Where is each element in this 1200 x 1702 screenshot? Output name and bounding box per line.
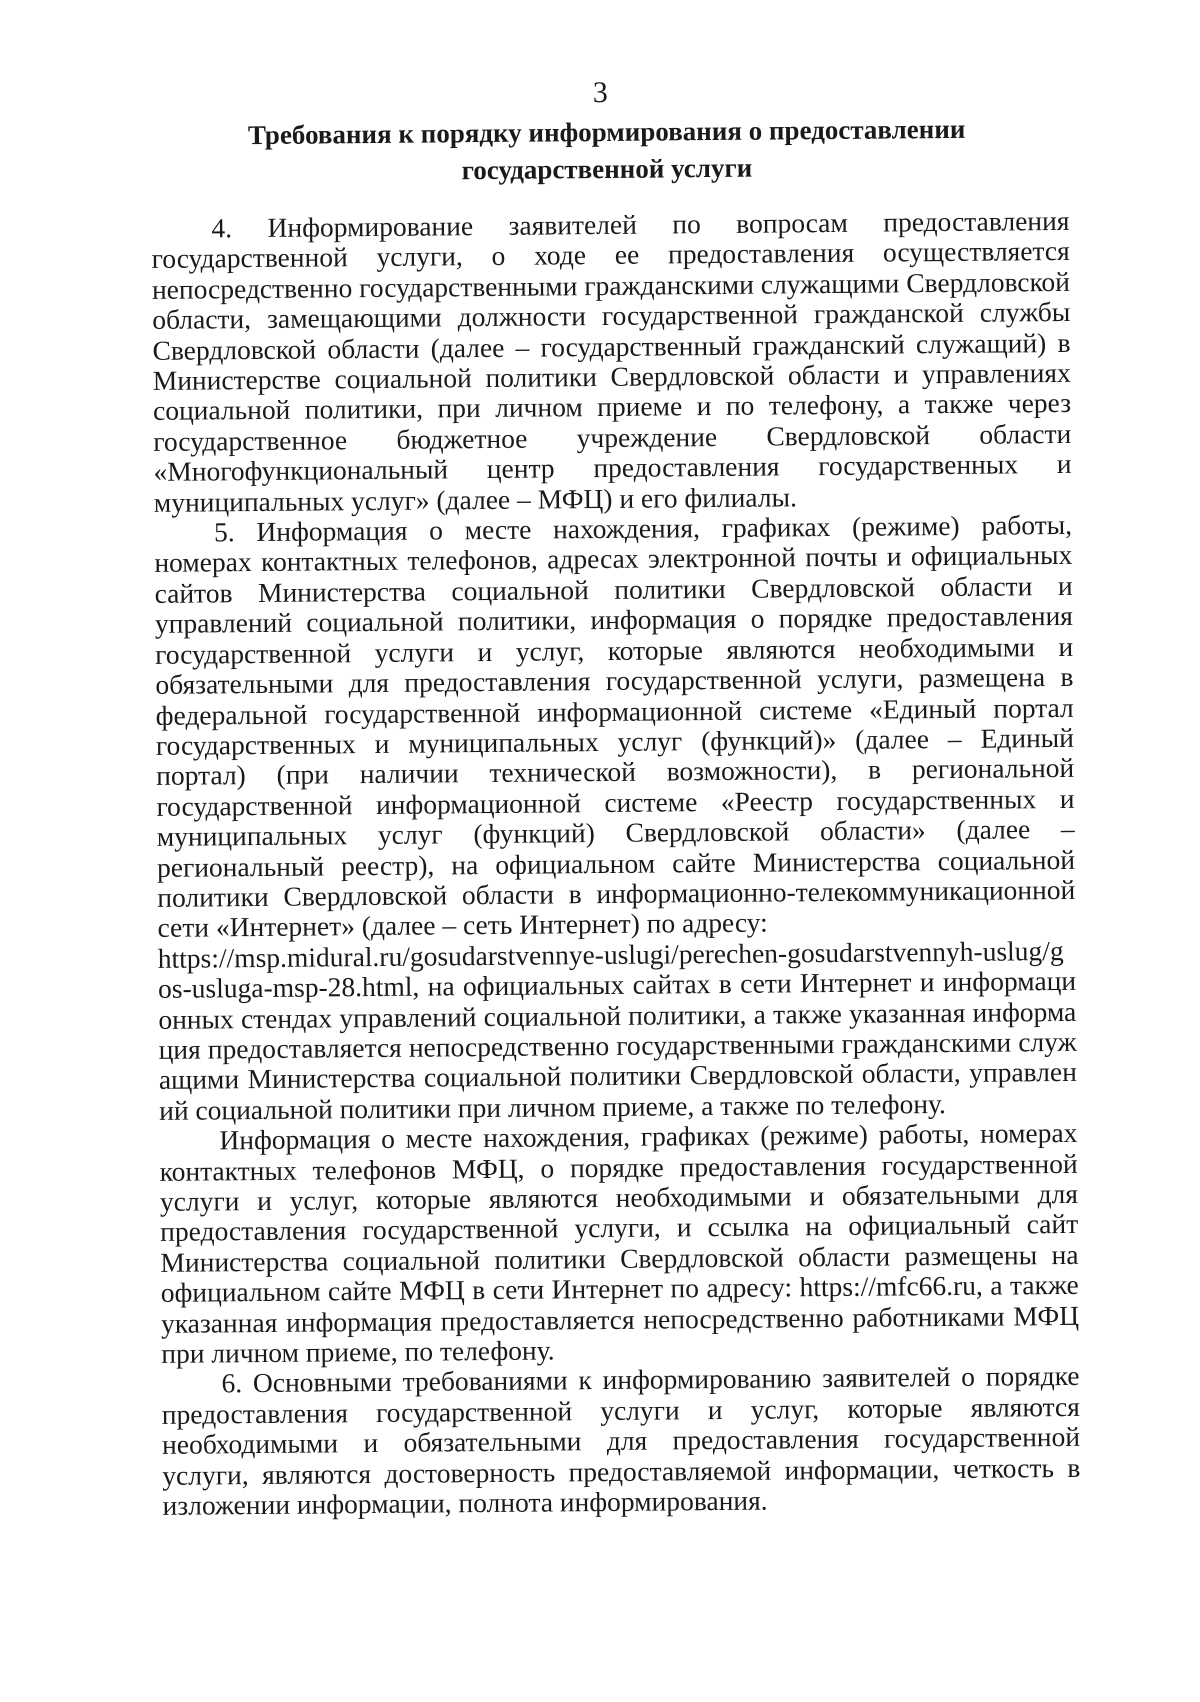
- paragraph-5-continued: https://msp.midural.ru/gosudarstvennye-uslugi/perechen-gosudarstvennyh-uslug/gos-usluga-msp-28.html, на официальных сайтах в сети Интернет и информационных стендах управлений социальной политики, а также указанная информация предоставляется непосредственно государственными гражданскими служащими Министерства социальной политики Свердловской области, управлений социальной политики при личном приеме, а также по телефону.: [157, 934, 1077, 1126]
- section-heading: Требования к порядку информирования о предоставлении государственной услуги: [247, 113, 966, 186]
- paragraph-5: 5. Информация о месте нахождения, графиках (режиме) работы, номерах контактных телефонов, адресах электронной почты и официальных сайтов Министерства социальной политики Свердловской области и управлений социальной политики, информация о порядке предоставления государственной услуги и услуг, которые являются необходимыми и обязательными для предоставления государственной услуги, размещена в федеральной государственной информационной системе «Единый портал государственных и муниципальных услуг (функций)» (далее – Единый портал) (при наличии технической возможности), в региональной государственной информационной системе «Реестр государственных и муниципальных услуг (функций) Свердловской области» (далее – региональный реестр), на официальном сайте Министерства социальной политики Свердловской области в информационно-телекоммуникационной сети «Интернет» (далее – сеть Интернет) по адресу:: [154, 508, 1076, 944]
- paragraph-4: 4. Информирование заявителей по вопросам предоставления государственной услуги, о ходе ее предоставления осуществляется непосредственно государственными гражданскими служащими Свердловской области, замещающими должности государственной гражданской службы Свердловской области (далее – государственный гражданский служащий) в Министерстве социальной политики Свердловской области и управлениях социальной политики, при личном приеме и по телефону, а также через государственное бюджетное учреждение Свердловской области «Многофункциональный центр предоставления государственных и муниципальных услуг» (далее – МФЦ) и его филиалы.: [151, 204, 1072, 518]
- page-number: 3: [592, 75, 608, 110]
- paragraph-6: 6. Основными требованиями к информированию заявителей о порядке предоставления государственной услуги и услуг, которые являются необходимыми и обязательными для предоставления государственной услуги, являются достоверность предоставляемой информации, четкость в изложении информации, полнота информирования.: [161, 1360, 1081, 1521]
- document-body: [151, 206, 1080, 1521]
- paragraph-mfc-info: Информация о месте нахождения, графиках (режиме) работы, номерах контактных телефонов МФЦ, о порядке предоставления государственной услуги и услуг, которые являются необходимыми и обязательными для предоставления государственной услуги, и ссылка на официальный сайт Министерства социальной политики Свердловской области размещены на официальном сайте МФЦ в сети Интернет по адресу: https://mfc66.ru, а также указанная информация предоставляется непосредственно работниками МФЦ при личном приеме, по телефону.: [159, 1117, 1080, 1369]
